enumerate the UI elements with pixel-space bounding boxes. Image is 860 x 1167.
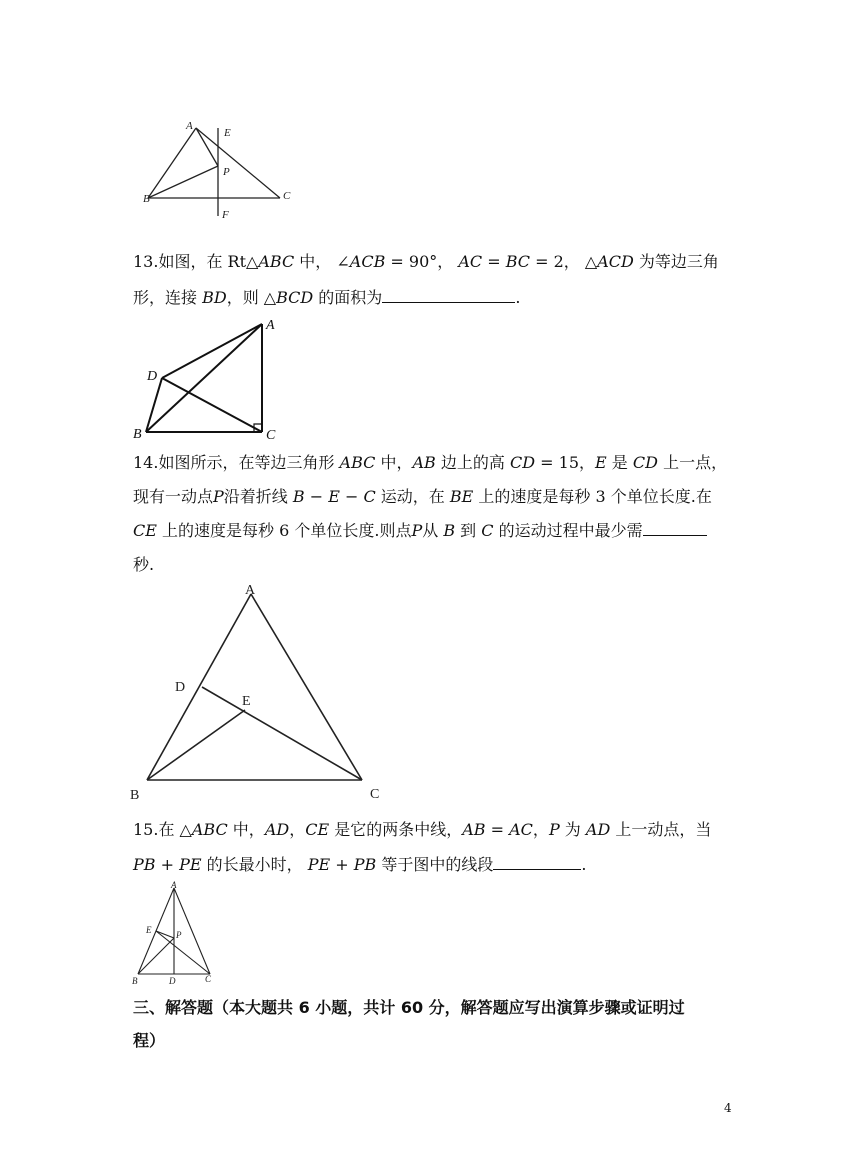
q14-line4: 秒. [133, 555, 155, 574]
q15-line2: PB + PE 的长最小时， PE + PB 等于图中的线段 . [133, 855, 587, 874]
label-c: C [266, 428, 276, 442]
figure-q14 [125, 580, 395, 805]
figure-q15 [128, 880, 223, 988]
label-c: C [205, 974, 212, 984]
section-heading-line1: 三、解答题（本大题共 6 小题，共计 60 分，解答题应写出演算步骤或证明过 [133, 998, 685, 1017]
q15-line1: 15.在 △ABC 中，AD，CE 是它的两条中线，AB = AC，P 为 AD 上一动点，当 [133, 820, 712, 839]
label-a: A [245, 583, 256, 598]
figure-q13 [130, 312, 290, 442]
answer-blank-q13[interactable] [382, 288, 515, 303]
answer-blank-q14[interactable] [643, 521, 707, 536]
q14-line3: CE 上的速度是每秒 6 个单位长度.则点P从 B 到 C 的运动过程中最少需 [133, 521, 707, 541]
label-b: B [130, 788, 140, 803]
label-e: E [242, 694, 251, 709]
label-p: P [176, 930, 182, 940]
label-d: D [169, 976, 176, 986]
q14-line2: 现有一动点P沿着折线 B − E − C 运动，在 BE 上的速度是每秒 3 个单位长度.在 [133, 487, 712, 506]
figure-q12 [140, 118, 300, 223]
label-a: A [266, 318, 275, 333]
label-d: D [147, 369, 158, 384]
label-e: E [224, 127, 231, 139]
page-number: 4 [724, 1101, 732, 1115]
section-heading-line2: 程） [133, 1031, 166, 1050]
label-b: B [143, 193, 150, 205]
label-c: C [283, 190, 291, 202]
label-e: E [146, 925, 152, 935]
answer-blank-q15[interactable] [493, 855, 581, 870]
label-p: P [223, 166, 230, 178]
label-d: D [175, 680, 186, 695]
label-a: A [186, 120, 193, 132]
q13-line2: 形，连接 BD，则 △BCD 的面积为 . [133, 288, 521, 307]
label-c: C [370, 787, 380, 802]
label-f: F [222, 209, 229, 221]
q14-line1: 14.如图所示，在等边三角形 ABC 中，AB 边上的高 CD = 15，E 是 CD 上一点， [133, 453, 728, 472]
label-a: A [171, 880, 177, 890]
label-b: B [132, 976, 138, 986]
q13-line1: 13.如图，在 Rt△ABC 中， ∠ACB = 90°， AC = BC = 2， △ACD 为等边三角 [133, 252, 719, 271]
label-b: B [133, 427, 142, 442]
